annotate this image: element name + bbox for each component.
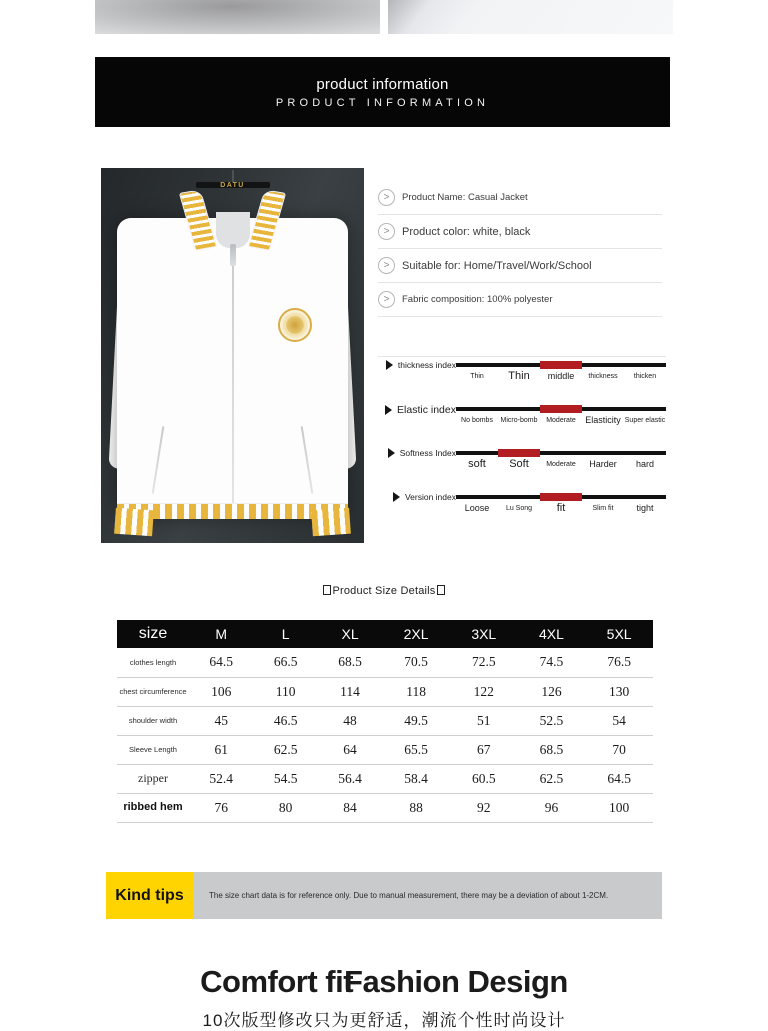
- cell: 68.5: [338, 654, 362, 670]
- index-tick-labels: [456, 372, 666, 381]
- brand-label: DATU: [220, 182, 245, 189]
- footer-headline: [0, 960, 768, 1004]
- index-tick: Elasticity: [585, 415, 621, 425]
- spec-text: Fabric composition: 100% polyester: [402, 294, 553, 305]
- cell: 76: [214, 799, 228, 815]
- triangle-right-icon: [386, 360, 393, 370]
- index-tick: Harder: [589, 459, 617, 469]
- index-tick-labels: [456, 460, 666, 469]
- cell: 65.5: [404, 741, 428, 757]
- product-spec-list: [378, 181, 662, 317]
- index-row-thickness: [378, 356, 666, 400]
- cell: 118: [406, 683, 426, 699]
- product-information-banner: [95, 57, 670, 127]
- index-tick: tight: [636, 503, 654, 513]
- index-scale-bar: [456, 407, 666, 411]
- jacket-zipper-pull: [230, 244, 236, 266]
- jacket-chest-medallion: [278, 308, 312, 342]
- cell: 64: [343, 741, 357, 757]
- index-tick: thicken: [633, 373, 657, 380]
- spec-text: Suitable for: Home/Travel/Work/School: [402, 259, 592, 272]
- triangle-right-icon: [388, 448, 395, 458]
- table-row: [117, 706, 653, 735]
- size-chart-body: [117, 648, 653, 822]
- cell: 67: [477, 741, 491, 757]
- cell: 76.5: [607, 654, 631, 670]
- spec-text: Product color: white, black: [402, 225, 531, 238]
- product-thumbnail-2[interactable]: [388, 0, 673, 34]
- index-tick: Thin: [470, 373, 484, 380]
- index-tick: Loose: [464, 503, 490, 513]
- index-tick: Lu Song: [505, 505, 533, 512]
- cell: 130: [609, 683, 630, 699]
- cell: 52.5: [539, 712, 564, 728]
- cell: 62.5: [539, 770, 564, 786]
- index-head: [378, 492, 456, 502]
- cell: 100: [609, 799, 630, 815]
- footer-headline-secondary: Fashion Design: [344, 964, 568, 999]
- cell: 74.5: [539, 654, 564, 670]
- chevron-right-icon: >: [378, 291, 395, 308]
- table-row: [117, 648, 653, 677]
- jacket-zipper-line: [232, 244, 234, 512]
- cell: 72.5: [471, 654, 496, 670]
- cell: 80: [278, 799, 293, 815]
- row-label-sleeve-length: Sleeve Length: [129, 745, 177, 754]
- index-head: [378, 448, 456, 458]
- spec-row-suitable-for: [378, 249, 662, 283]
- table-row: [117, 677, 653, 706]
- chevron-right-icon: >: [378, 223, 395, 240]
- index-tick: Thin: [508, 370, 530, 382]
- product-detail-row: [0, 168, 768, 548]
- index-row-version: [378, 488, 666, 532]
- index-tick: Slim fit: [592, 505, 614, 512]
- index-row-softness: [378, 444, 666, 488]
- cell: 64.5: [607, 770, 631, 786]
- size-title-text: Product Size Details: [332, 585, 436, 597]
- header-5xl: 5XL: [606, 626, 632, 642]
- header-2xl: 2XL: [403, 626, 429, 642]
- index-marker: [540, 361, 582, 369]
- index-row-elastic: [378, 400, 666, 444]
- cell: 54: [612, 712, 626, 728]
- footer-headline-block: [0, 960, 768, 1031]
- row-label-zipper: zipper: [138, 771, 168, 785]
- index-marker: [540, 493, 582, 501]
- cell: 126: [541, 683, 562, 699]
- row-label-ribbed-hem: ribbed hem: [123, 801, 183, 813]
- spec-text: Product Name: Casual Jacket: [402, 192, 528, 203]
- row-label-chest-circumference: chest circumference: [119, 687, 187, 696]
- index-tick: Micro-bomb: [500, 417, 538, 424]
- banner-secondary-title: PRODUCT INFORMATION: [275, 96, 490, 109]
- banner-primary-title: product information: [316, 75, 449, 93]
- index-marker: [540, 405, 582, 413]
- kind-tips-banner: [106, 872, 662, 919]
- chevron-right-icon: >: [378, 189, 395, 206]
- index-label: Elastic index: [397, 404, 456, 416]
- spec-row-product-color: [378, 215, 662, 249]
- size-chart-header: [117, 620, 653, 648]
- cell: 114: [340, 683, 360, 699]
- index-tick-labels: [456, 504, 666, 513]
- cell: 49.5: [404, 712, 428, 728]
- table-row: [117, 735, 653, 764]
- index-scale-bar: [456, 495, 666, 499]
- size-chart-table: [117, 620, 653, 823]
- header-xl: XL: [341, 626, 359, 642]
- product-thumbnail-1[interactable]: [95, 0, 380, 34]
- chevron-right-icon: >: [378, 257, 395, 274]
- cell: 54.5: [273, 770, 298, 786]
- missing-glyph-icon: [437, 585, 445, 595]
- index-tick: Moderate: [546, 461, 576, 468]
- missing-glyph-icon: [323, 585, 331, 595]
- header-4xl: 4XL: [538, 626, 564, 642]
- index-scale-bar: [456, 363, 666, 367]
- jacket-cuff-left: [114, 508, 154, 537]
- header-l: L: [281, 626, 290, 642]
- cell: 61: [214, 741, 228, 757]
- triangle-right-icon: [393, 492, 400, 502]
- table-header-row: [117, 620, 653, 648]
- index-label: Softness Index: [399, 448, 456, 458]
- cell: 92: [477, 799, 491, 815]
- size-section-title: [0, 585, 768, 597]
- product-hero-image[interactable]: [101, 168, 364, 543]
- kind-tips-badge: Kind tips: [106, 872, 193, 919]
- top-image-strip: [0, 0, 768, 42]
- index-tick: Super elastic: [624, 417, 666, 424]
- cell: 60.5: [471, 770, 496, 786]
- jacket-cuff-right: [311, 508, 351, 537]
- cell: 48: [343, 712, 357, 728]
- cell: 46.5: [273, 712, 298, 728]
- cell: 84: [343, 799, 357, 815]
- footer-subline: 10次版型修改只为更舒适，潮流个性时尚设计: [202, 1011, 566, 1030]
- cell: 70.5: [404, 654, 428, 670]
- cell: 51: [477, 712, 491, 728]
- cell: 56.4: [338, 770, 362, 786]
- cell: 52.4: [209, 770, 234, 786]
- jacket-neck-opening: [216, 212, 250, 248]
- cell: 58.4: [404, 770, 428, 786]
- index-tick: thickness: [588, 373, 618, 380]
- index-tick: middle: [547, 371, 575, 381]
- triangle-right-icon: [385, 405, 392, 415]
- cell: 64.5: [209, 654, 234, 670]
- index-tick: Moderate: [546, 417, 576, 424]
- row-label-shoulder-width: shoulder width: [128, 716, 178, 725]
- index-tick: hard: [635, 459, 654, 469]
- index-label: thickness index: [397, 360, 456, 370]
- cell: 68.5: [539, 741, 564, 757]
- table-row: [117, 764, 653, 793]
- cell: 106: [211, 683, 232, 699]
- row-label-clothes-length: clothes length: [129, 657, 177, 667]
- cell: 66.5: [273, 654, 298, 670]
- cell: 62.5: [273, 741, 298, 757]
- index-label: Version index: [404, 492, 456, 502]
- cell: 96: [544, 799, 559, 815]
- index-scale-bar: [456, 451, 666, 455]
- index-tick-labels: [456, 416, 666, 425]
- cell: 110: [275, 683, 296, 699]
- fabric-index-block: [378, 356, 666, 532]
- cell: 70: [612, 741, 626, 757]
- index-tick: Soft: [509, 458, 529, 470]
- table-row: [117, 793, 653, 822]
- index-tick: No bombs: [461, 417, 493, 424]
- index-tick: soft: [468, 458, 486, 470]
- kind-tips-text: The size chart data is for reference only. Due to manual measurement, there may be a deviation of about 1-2CM.: [209, 891, 609, 900]
- header-size: size: [138, 625, 168, 642]
- footer-headline-primary: Comfort fit: [200, 964, 354, 999]
- header-m: M: [215, 626, 228, 642]
- cell: 122: [473, 683, 494, 699]
- index-marker: [498, 449, 540, 457]
- spec-row-product-name: [378, 181, 662, 215]
- cell: 45: [214, 712, 228, 728]
- cell: 88: [409, 799, 423, 815]
- index-head: [378, 360, 456, 370]
- index-head: [378, 404, 456, 416]
- spec-row-fabric-composition: [378, 283, 662, 317]
- header-3xl: 3XL: [471, 626, 497, 642]
- index-tick: fit: [556, 502, 566, 514]
